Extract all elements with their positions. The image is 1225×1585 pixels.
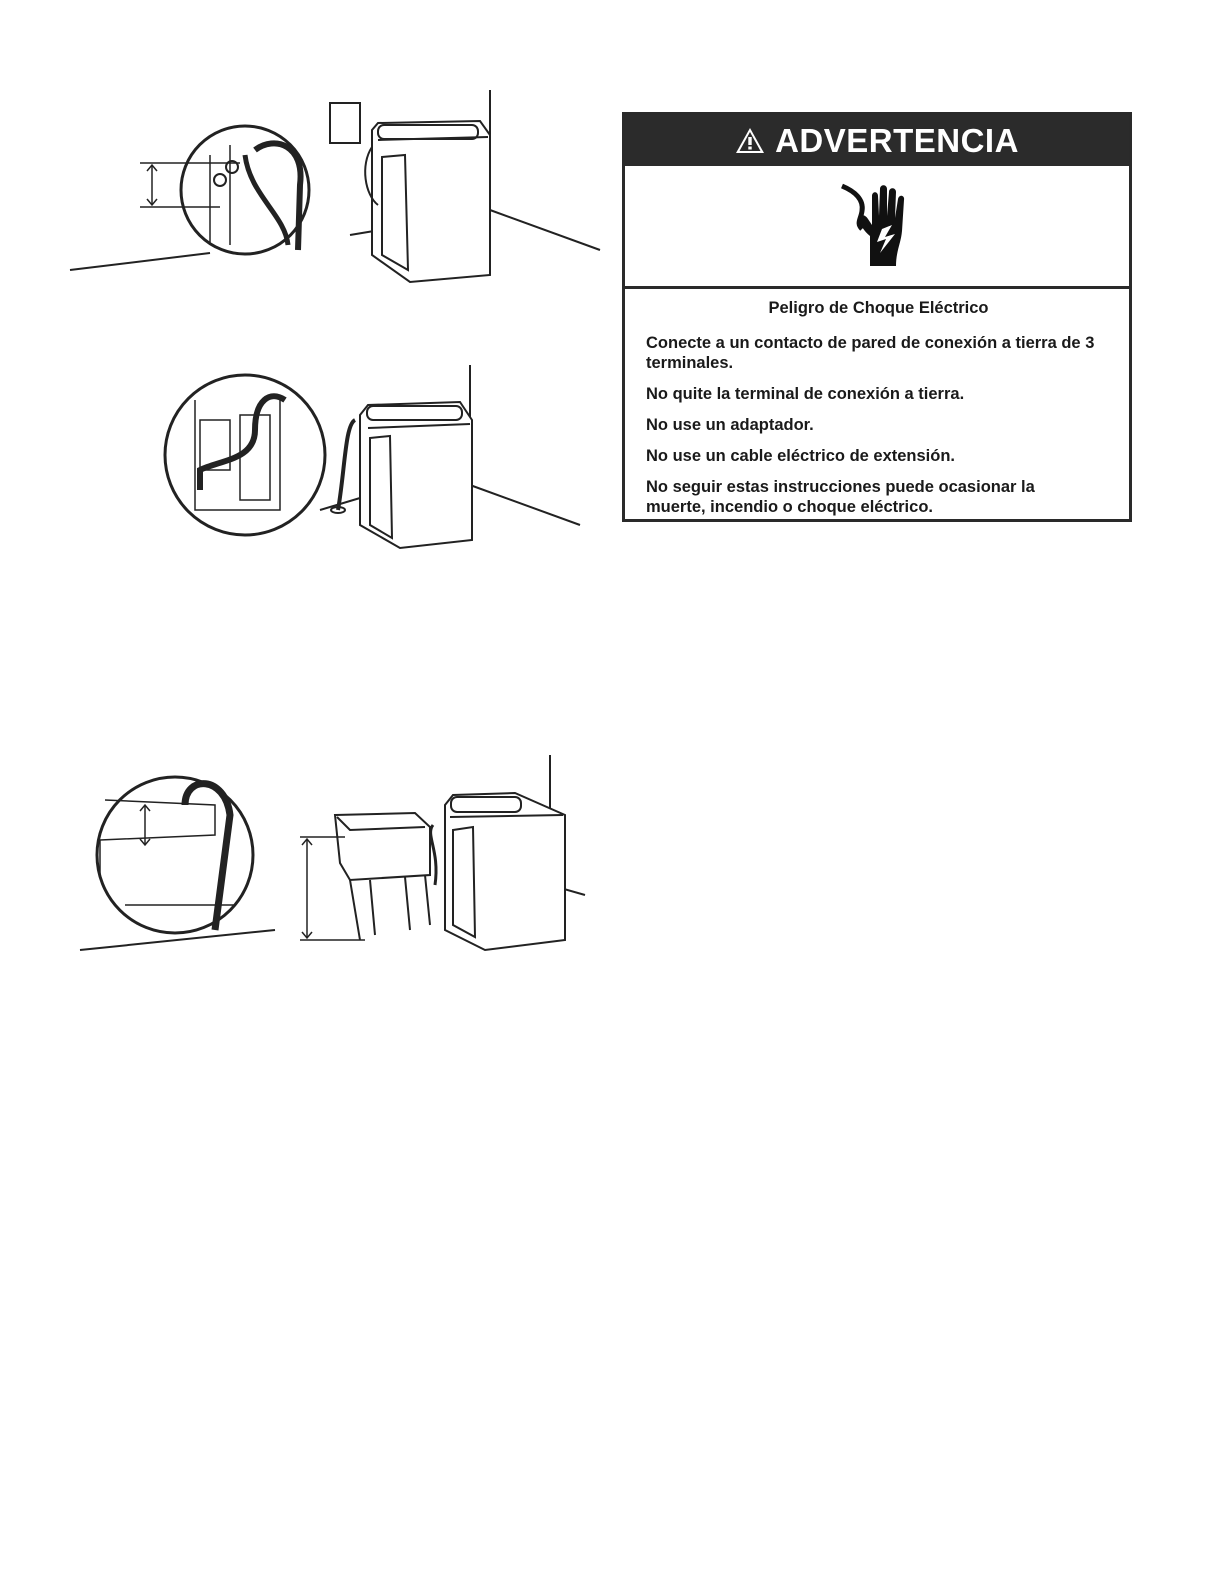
warning-line: No use un adaptador. bbox=[646, 416, 814, 434]
warning-body bbox=[625, 289, 1129, 517]
warning-line: No quite la terminal de conexión a tierra. bbox=[646, 385, 965, 403]
warning-box bbox=[622, 112, 1132, 522]
warning-line: No use un cable eléctrico de extensión. bbox=[646, 447, 956, 465]
warning-triangle-icon bbox=[735, 127, 765, 154]
warning-subtitle: Peligro de Choque Eléctrico bbox=[768, 299, 989, 317]
illustration-washer-laundry-tub bbox=[75, 755, 590, 960]
electric-shock-hand-icon bbox=[832, 181, 922, 271]
illustration-washer-wall-faucets bbox=[60, 85, 605, 290]
warning-line: No seguir estas instrucciones puede ocasionar la muerte, incendio o choque eléctrico. bbox=[646, 478, 1035, 516]
warning-title: ADVERTENCIA bbox=[775, 121, 1019, 159]
hazard-icon-area bbox=[625, 166, 1129, 289]
illustration-washer-floor-drain bbox=[160, 360, 590, 560]
warning-line: Conecte a un contacto de pared de conexión a tierra de 3 terminales. bbox=[646, 334, 1095, 372]
warning-header bbox=[625, 115, 1129, 166]
